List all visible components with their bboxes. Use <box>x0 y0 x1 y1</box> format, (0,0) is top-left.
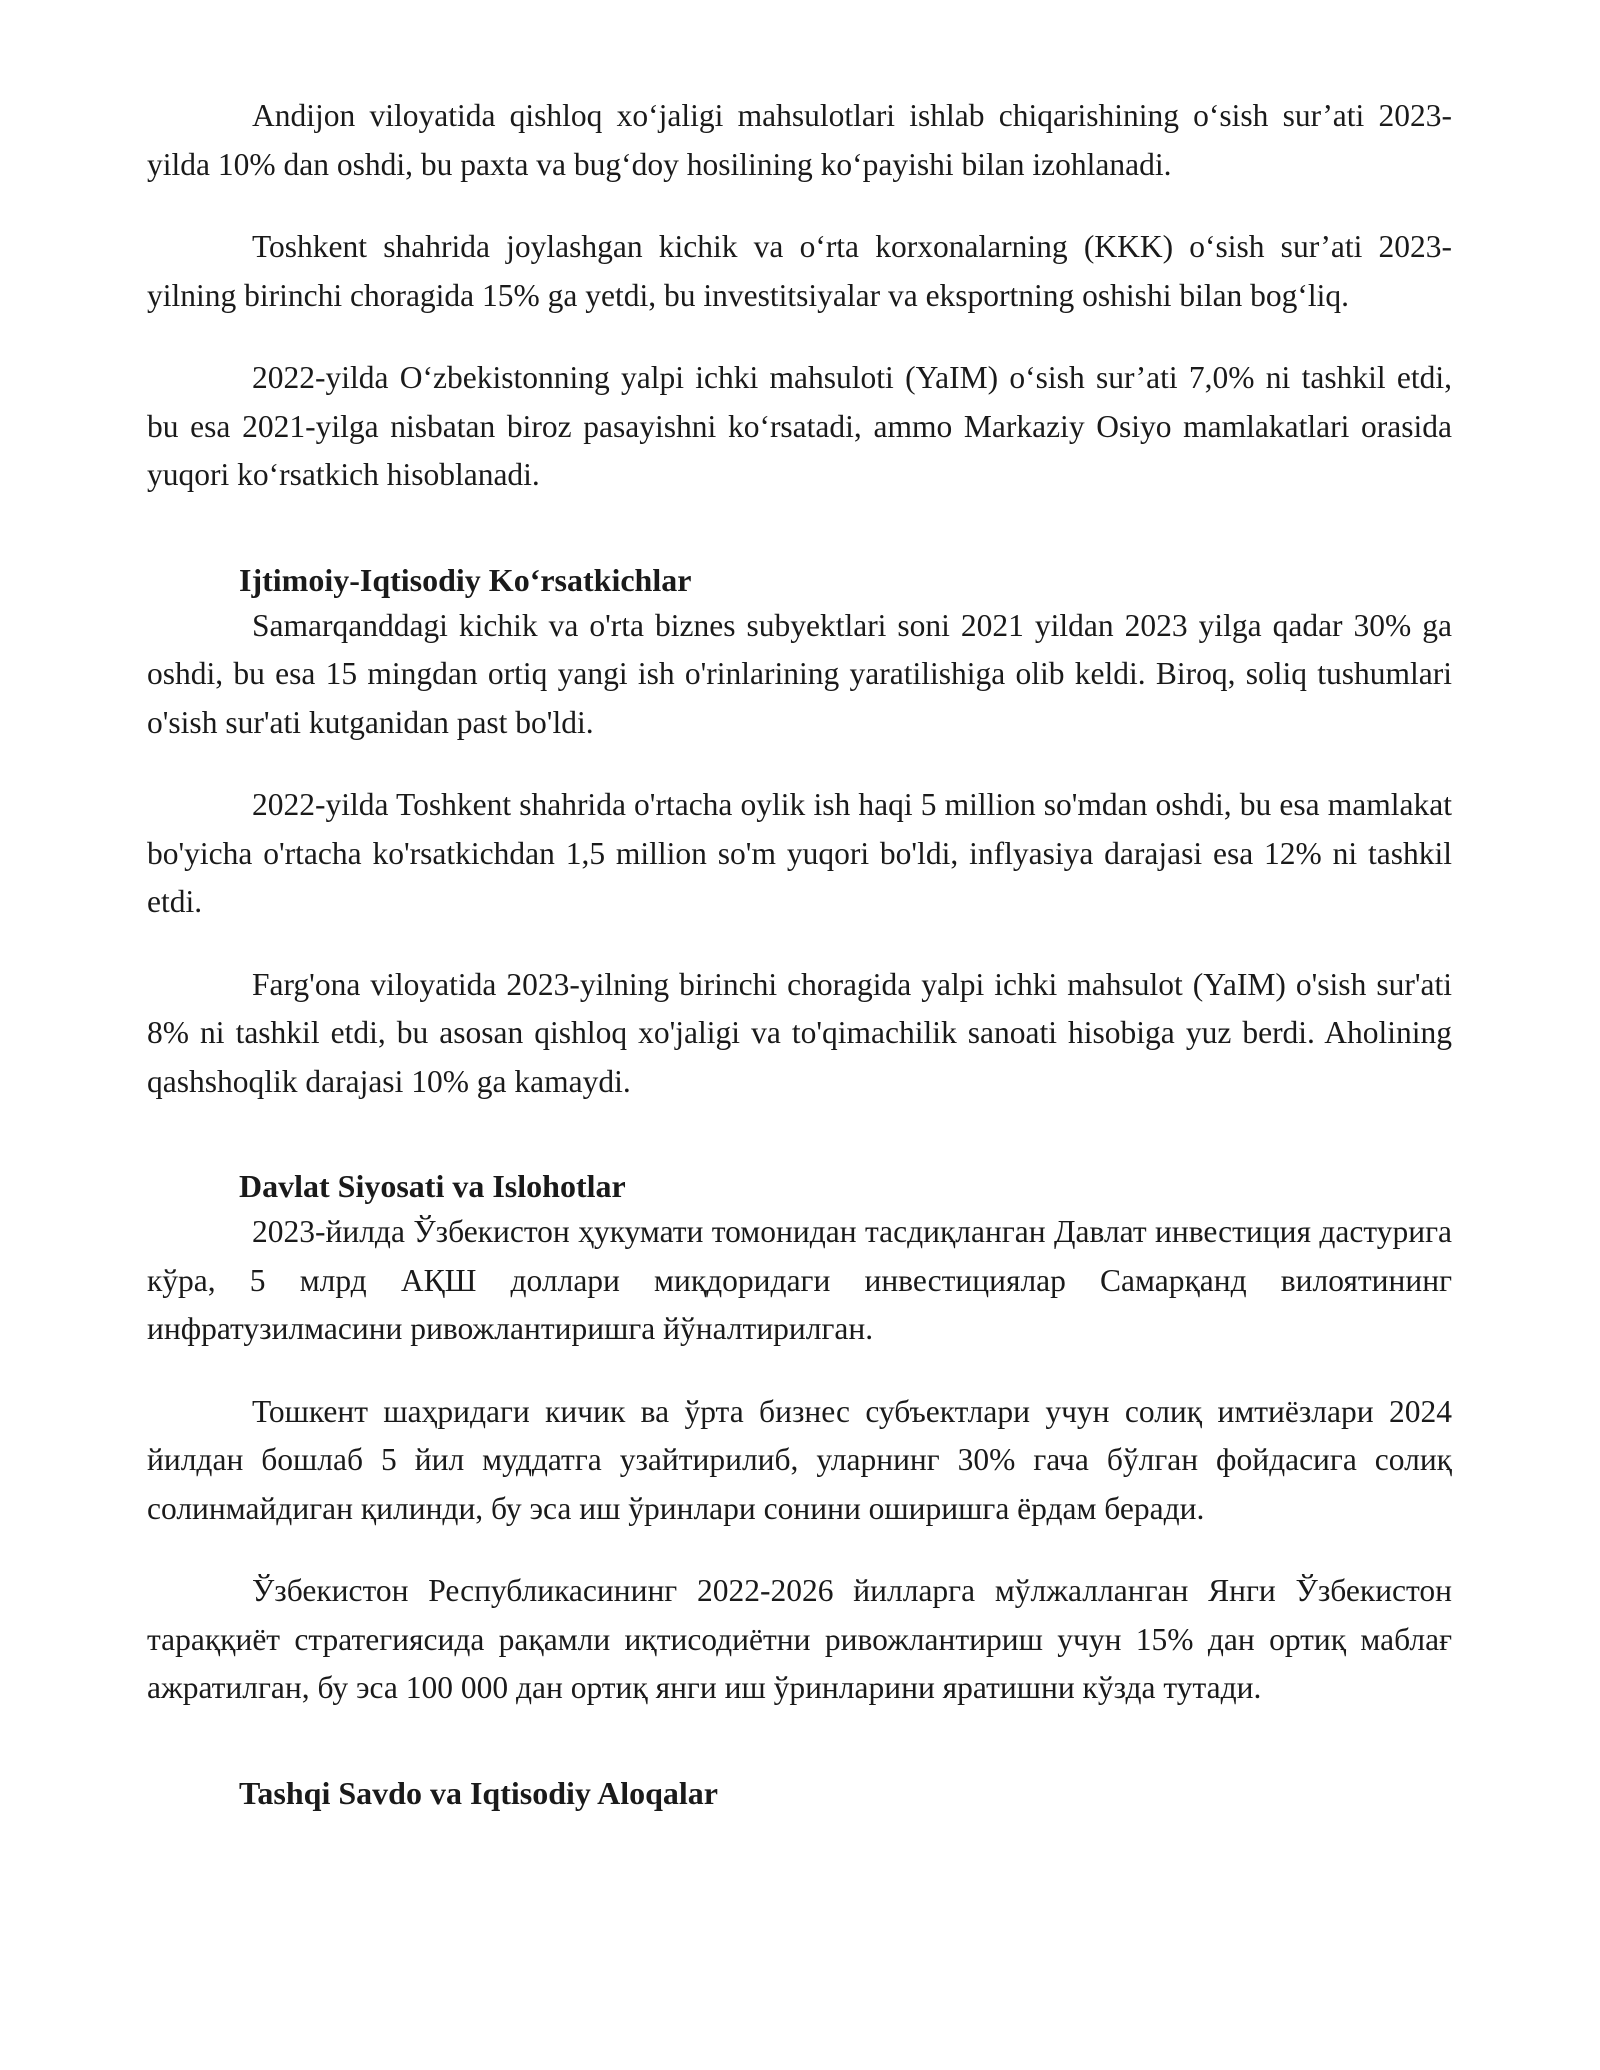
paragraph-tax-benefits: Тошкент шаҳридаги кичик ва ўрта бизнес субъектлари учун солиқ имтиёзлари 2024 йилдан бошлаб 5 йил муддатга узайтирилиб, уларнинг 30% гача бўлган фойдасига солиқ солинмайдиган қилинди, бу эса иш ўринлари сонини оширишга ёрдам беради. <box>147 1393 1452 1526</box>
paragraph-investment-program: 2023-йилда Ўзбекистон ҳукумати томонидан тасдиқланган Давлат инвестиция дастурига кўра, 5 млрд АҚШ доллари миқдоридаги инвестициялар Самарқанд вилоятининг инфратузилмасини ривожлантиришга йўналтирилган. <box>147 1214 1452 1346</box>
paragraph-andijon-agriculture: Andijon viloyatida qishloq xo‘jaligi mahsulotlari ishlab chiqarishining o‘sish sur’ati 2023-yilda 10% dan oshdi, bu paxta va bug‘doy hosilining ko‘payishi bilan izohlanadi. <box>147 98 1452 182</box>
section-gap <box>147 1140 1452 1164</box>
paragraph-fargona-gdp: Farg'ona viloyatida 2023-yilning birinchi choragida yalpi ichki mahsulot (YaIM) o'sish sur'ati 8% ni tashkil etdi, bu asosan qishloq xo'jaligi va to'qimachilik sanoati hisobiga yuz berdi. Aholining qashshoqlik darajasi 10% ga kamaydi. <box>147 966 1452 1099</box>
paragraph-gdp-2022: 2022-yilda O‘zbekistonning yalpi ichki mahsuloti (YaIM) o‘sish sur’ati 7,0% ni tashkil etdi, bu esa 2021-yilga nisbatan biroz pasayishni ko‘rsatadi, ammo Markaziy Osiyo mamlakatlari orasida yuqori ko‘rsatkich hisoblanadi. <box>147 360 1452 492</box>
paragraph-samarqand-business: Samarqanddagi kichik va o'rta biznes subyektlari soni 2021 yildan 2023 yilga qadar 30% ga oshdi, bu esa 15 mingdan ortiq yangi ish o'rinlarining yaratilishiga olib keldi. Biroq, soliq tushumlari o'sish sur'ati kutganidan past bo'ldi. <box>147 607 1452 740</box>
section-heading-foreign-trade: Tashqi Savdo va Iqtisodiy Aloqalar <box>239 1774 718 1811</box>
section-heading-socioeconomic: Ijtimoiy-Iqtisodiy Ko‘rsatkichlar <box>239 561 692 598</box>
section-gap <box>147 1747 1452 1771</box>
paragraph-toshkent-salary: 2022-yilda Toshkent shahrida o'rtacha oylik ish haqi 5 million so'mdan oshdi, bu esa mamlakat bo'yicha o'rtacha ko'rsatkichdan 1,5 million so'm yuqori bo'ldi, inflyasiya darajasi esa 12% ni tashkil etdi. <box>147 787 1452 919</box>
document-page <box>147 92 1452 1815</box>
paragraph-development-strategy: Ўзбекистон Республикасининг 2022-2026 йилларга мўлжалланган Янги Ўзбекистон тараққиёт стратегиясида рақамли иқтисодиётни ривожлантириш учун 15% дан ортиқ маблағ ажратилган, бу эса 100 000 дан ортиқ янги иш ўринларини яратишни кўзда тутади. <box>147 1573 1452 1705</box>
section-gap <box>147 534 1452 558</box>
section-heading-state-policy: Davlat Siyosati va Islohotlar <box>239 1168 626 1204</box>
paragraph-toshkent-sme: Toshkent shahrida joylashgan kichik va o‘rta korxonalarning (KKK) o‘sish sur’ati 2023-yilning birinchi choragida 15% ga yetdi, bu investitsiyalar va eksportning oshishi bilan bog‘liq. <box>147 229 1452 313</box>
